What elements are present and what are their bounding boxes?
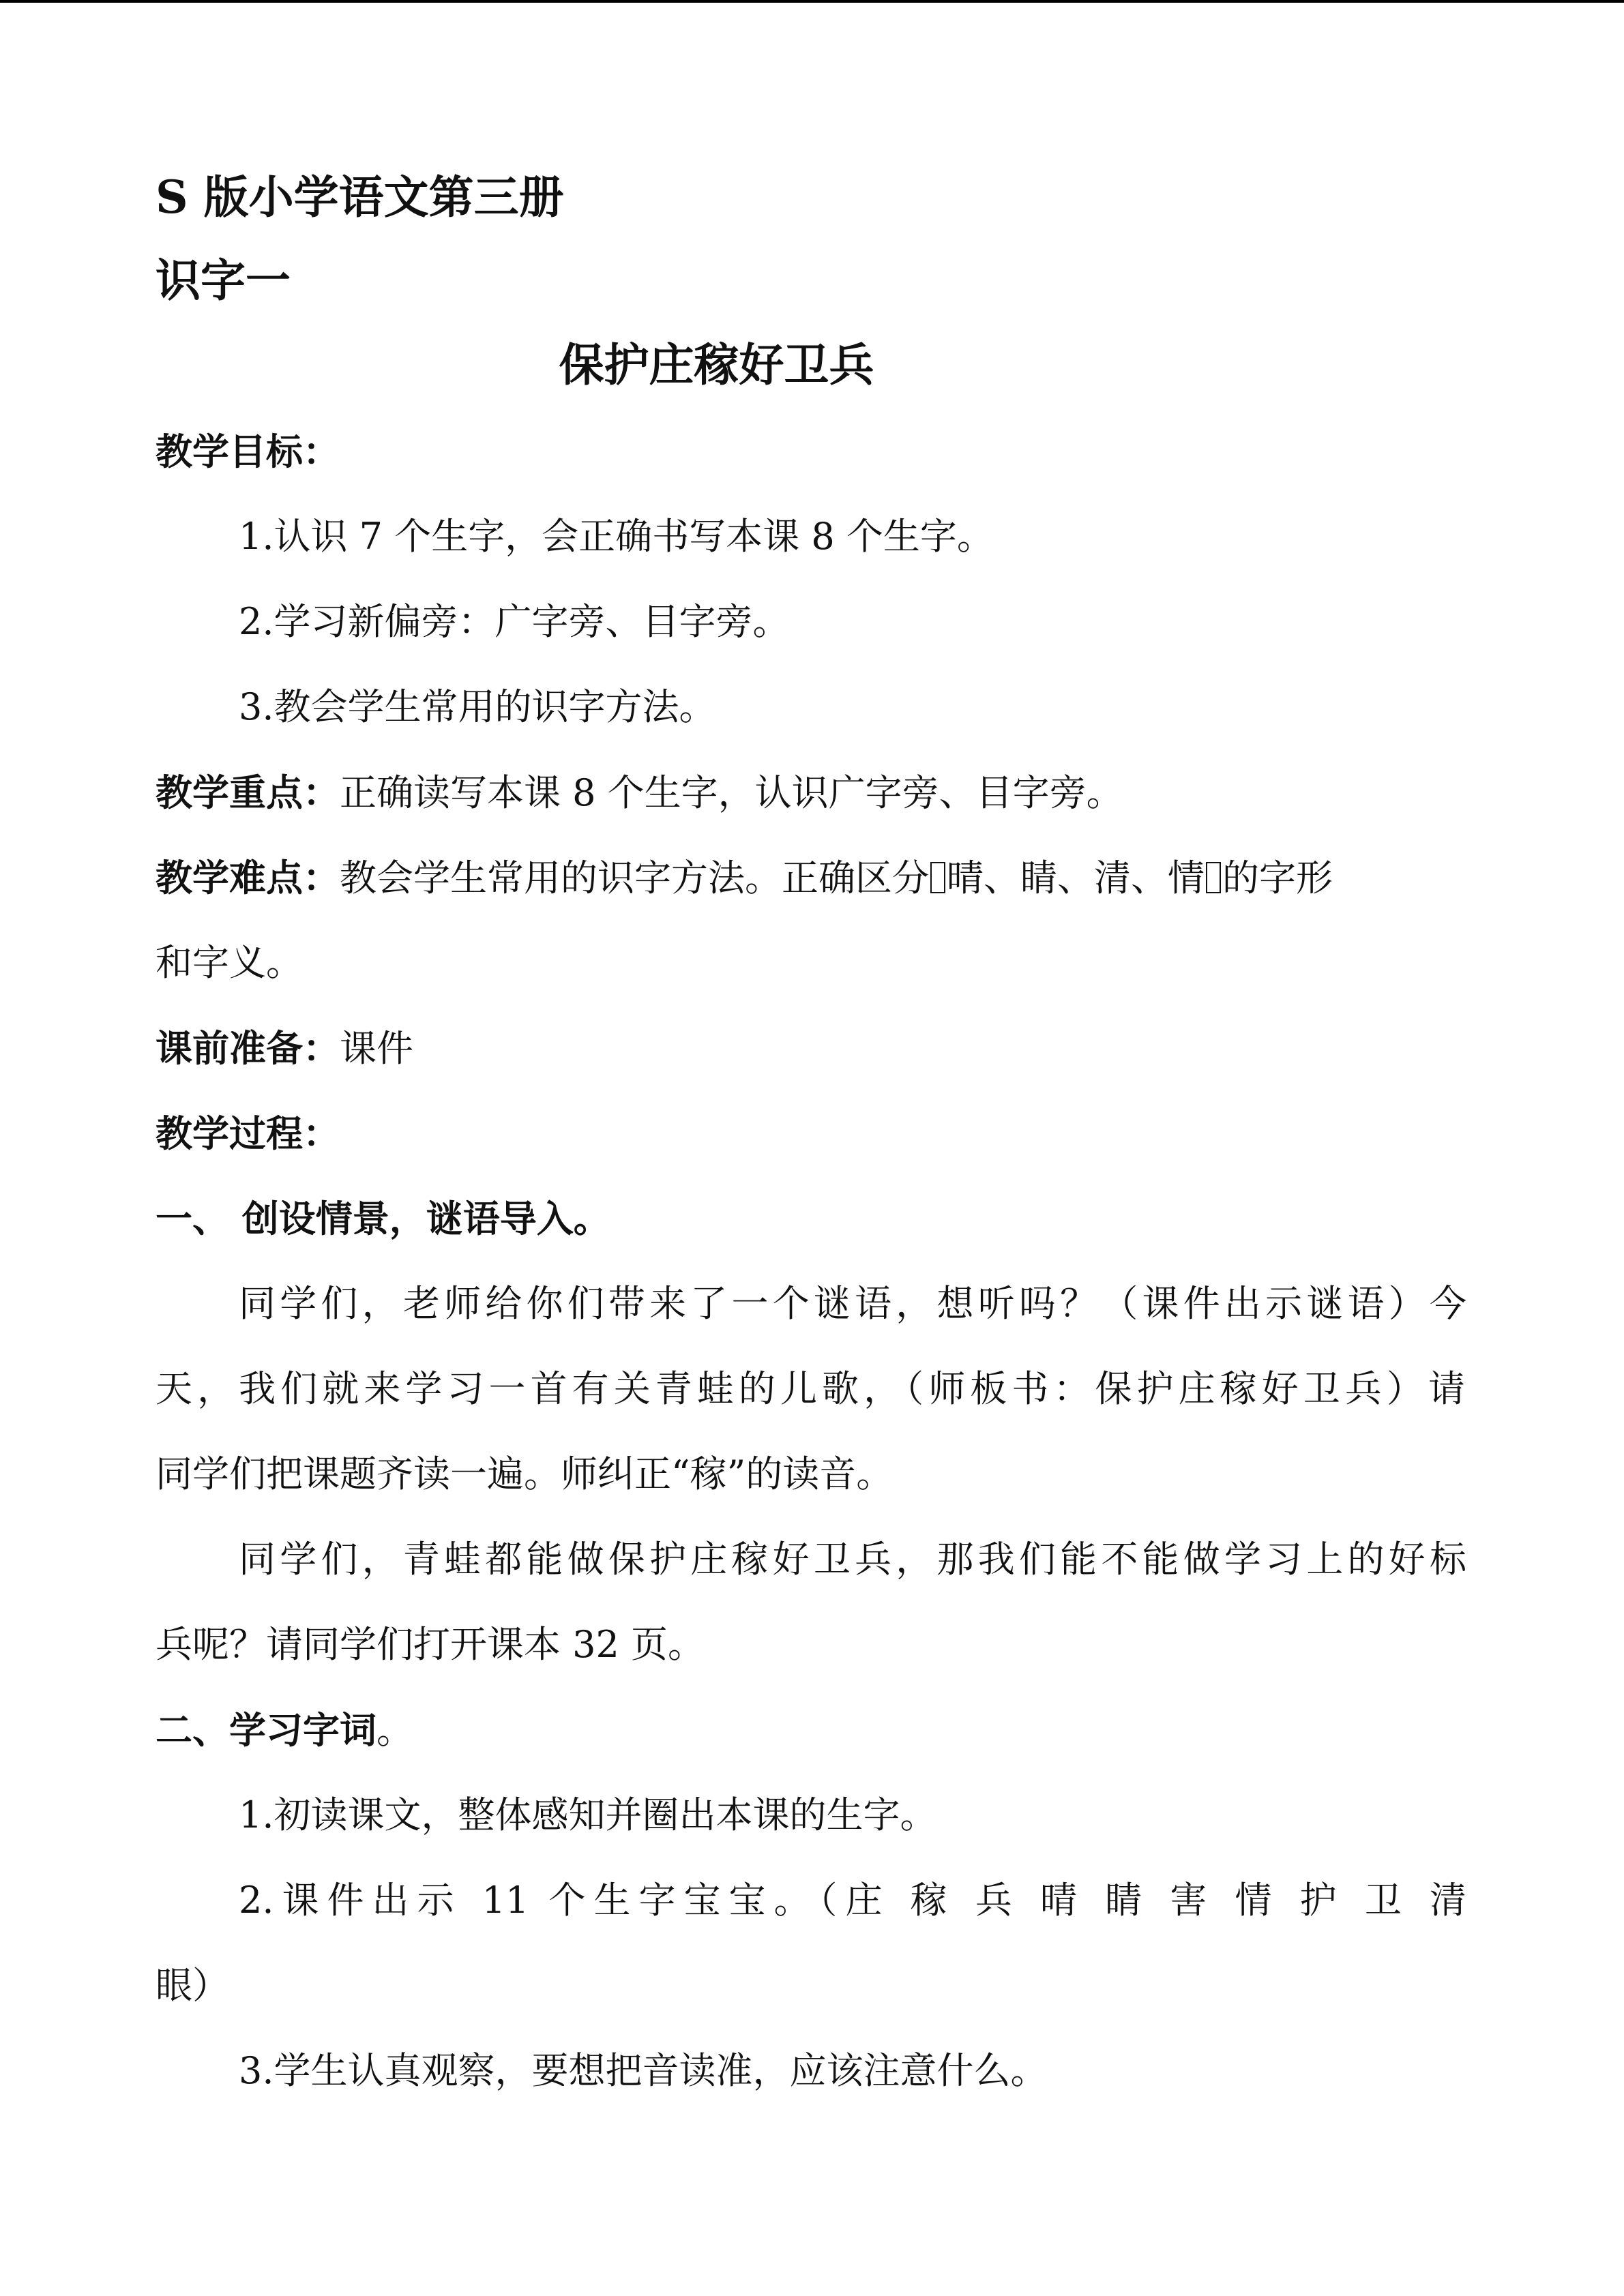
unit-title: 识字一	[156, 254, 291, 307]
difficulties-chars: 晴、睛、清、情	[947, 856, 1205, 899]
missing-glyph-box	[930, 862, 945, 893]
section-2-item-3: 3.学生认真观察，要想把音读准，应该注意什么。	[239, 2049, 1048, 2092]
difficulties-text: 教会学生常用的识字方法。正确区分	[340, 856, 929, 899]
section-2-item-2-line-2: 眼）	[156, 1964, 229, 2007]
objective-2: 2.学习新偏旁：广字旁、目字旁。	[239, 600, 790, 643]
difficulties-text-end: 的字形	[1222, 856, 1333, 899]
preparation-label: 课前准备：	[156, 1026, 340, 1070]
section-2-heading-punct: 。	[377, 1709, 413, 1752]
missing-glyph-box	[1206, 862, 1221, 893]
section-2-item-2-line-1: 2.课件出示 11 个生字宝宝。（庄 稼 兵 晴 睛 害 情 护 卫 清	[239, 1879, 1466, 1922]
top-border	[0, 0, 1624, 3]
lesson-title: 保护庄稼好卫兵	[559, 338, 874, 391]
section-2-heading-text: 二、学习字词	[156, 1708, 377, 1752]
section-2-heading	[156, 1708, 1465, 1753]
series-title: S 版小学语文第三册	[156, 170, 564, 224]
section-1-para-2-line-1: 同学们，青蛙都能做保护庄稼好卫兵，那我们能不能做学习上的好标	[239, 1538, 1466, 1581]
key-points-text: 正确读写本课 8 个生字，认识广字旁、目字旁。	[340, 771, 1123, 814]
process-heading: 教学过程：	[156, 1112, 340, 1155]
section-1-heading: 一、 创设情景，谜语导入。	[156, 1197, 610, 1240]
section-1-para-1-line-1: 同学们，老师给你们带来了一个谜语，想听吗？（课件出示谜语）今	[239, 1282, 1466, 1325]
preparation	[156, 1026, 1465, 1071]
section-2-item-1: 1.初读课文，整体感知并圈出本课的生字。	[239, 1793, 937, 1836]
difficulties-label: 教学难点：	[156, 856, 340, 899]
difficulties	[156, 856, 1465, 901]
difficulties-continued: 和字义。	[156, 941, 303, 984]
objective-3: 3.教会学生常用的识字方法。	[239, 685, 716, 728]
objective-1: 1.认识 7 个生字，会正确书写本课 8 个生字。	[239, 515, 994, 558]
section-1-para-1-line-3: 同学们把课题齐读一遍。师纠正“稼”的读音。	[156, 1452, 894, 1495]
preparation-text: 课件	[340, 1027, 413, 1070]
objectives-heading: 教学目标：	[156, 430, 340, 473]
section-1-para-2-line-2: 兵呢？请同学们打开课本 32 页。	[156, 1623, 705, 1666]
section-1-para-1-line-2: 天，我们就来学习一首有关青蛙的儿歌，（师板书：保护庄稼好卫兵）请	[156, 1367, 1465, 1410]
key-points-label: 教学重点：	[156, 771, 340, 814]
key-points	[156, 771, 1465, 816]
